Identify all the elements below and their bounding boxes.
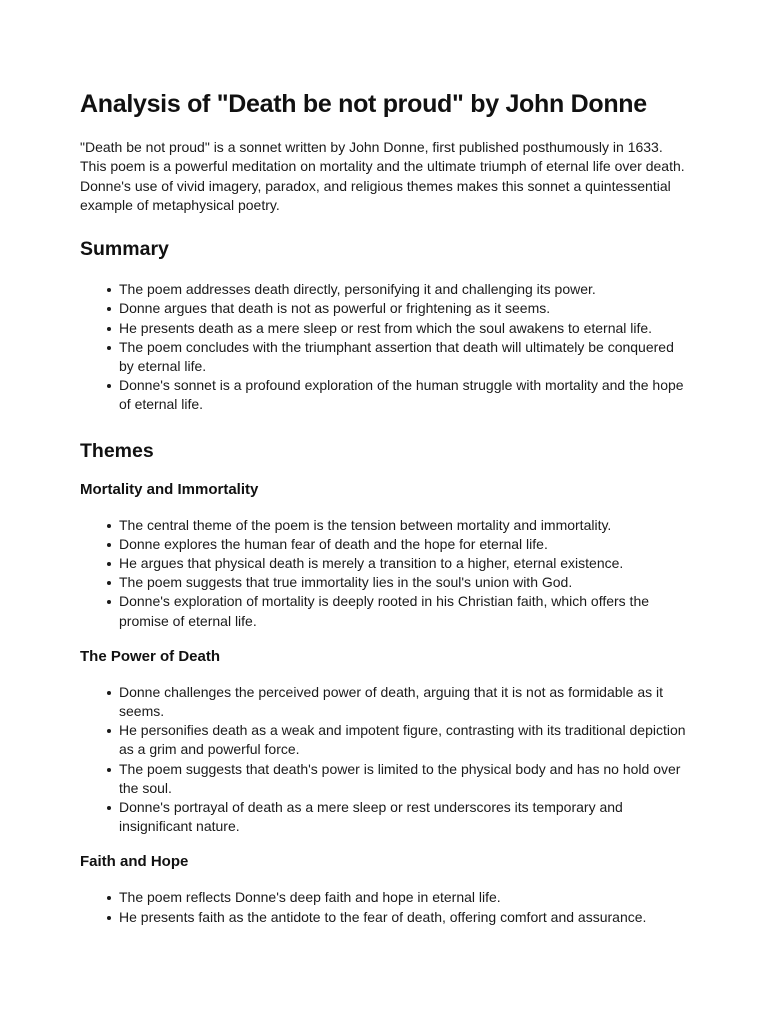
list-item: He presents faith as the antidote to the fear of death, offering comfort and assurance. — [119, 908, 688, 927]
subsection-heading-faith-and-hope: Faith and Hope — [80, 853, 189, 871]
summary-list — [80, 280, 688, 414]
list-item: The poem reflects Donne's deep faith and hope in eternal life. — [119, 888, 688, 907]
list-item: The poem suggests that true immortality lies in the soul's union with God. — [119, 573, 688, 592]
subsection-heading-mortality: Mortality and Immortality — [80, 480, 259, 498]
list-item: He presents death as a mere sleep or rest from which the soul awakens to eternal life. — [119, 319, 688, 338]
list-item: Donne explores the human fear of death and the hope for eternal life. — [119, 535, 688, 554]
list-item: Donne argues that death is not as powerful or frightening as it seems. — [119, 299, 688, 318]
list-item: The poem suggests that death's power is limited to the physical body and has no hold over the soul. — [119, 760, 688, 798]
mortality-list — [80, 516, 688, 631]
list-item: He personifies death as a weak and impotent figure, contrasting with its traditional depiction as a grim and powerful force. — [119, 721, 688, 759]
list-item: He argues that physical death is merely a transition to a higher, eternal existence. — [119, 554, 688, 573]
list-item: Donne challenges the perceived power of death, arguing that it is not as formidable as it seems. — [119, 683, 688, 721]
themes-heading: Themes — [80, 439, 154, 462]
list-item: Donne's portrayal of death as a mere sleep or rest underscores its temporary and insignificant nature. — [119, 798, 688, 836]
list-item: Donne's exploration of mortality is deeply rooted in his Christian faith, which offers the promise of eternal life. — [119, 592, 688, 630]
list-item: The poem concludes with the triumphant assertion that death will ultimately be conquered by eternal life. — [119, 338, 688, 376]
faith-and-hope-list — [80, 888, 688, 926]
page-title: Analysis of "Death be not proud" by John Donne — [80, 90, 647, 118]
intro-paragraph: "Death be not proud" is a sonnet written by John Donne, first published posthumously in 1633. This poem is a powerful meditation on mortality and the ultimate triumph of eternal life over death. Donne's use of vivid imagery, paradox, and religious themes makes this sonnet a quintessential example of metaphysical poetry. — [80, 139, 685, 213]
list-item: Donne's sonnet is a profound exploration of the human struggle with mortality and the hope of eternal life. — [119, 376, 688, 414]
power-of-death-list — [80, 683, 688, 837]
list-item: The poem addresses death directly, personifying it and challenging its power. — [119, 280, 688, 299]
subsection-heading-power-of-death: The Power of Death — [80, 647, 221, 665]
list-item: The central theme of the poem is the tension between mortality and immortality. — [119, 516, 688, 535]
summary-heading: Summary — [80, 238, 169, 261]
